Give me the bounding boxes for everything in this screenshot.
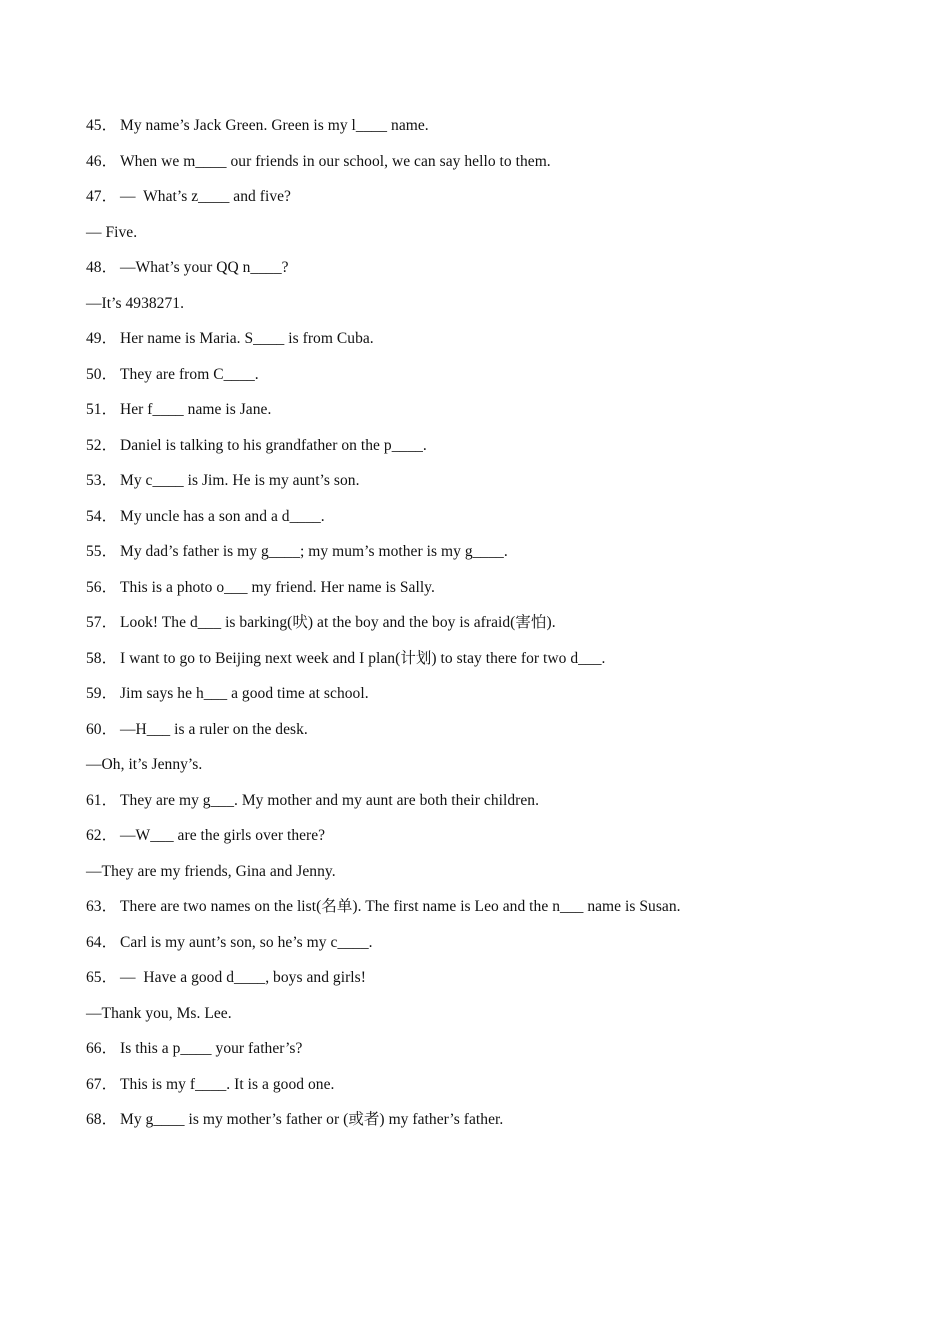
question-text: — What’s z____ and five?	[120, 188, 291, 205]
question-text: When we m____ our friends in our school, we can say hello to them.	[120, 152, 551, 170]
question-58	[86, 648, 866, 684]
question-52	[86, 435, 866, 471]
question-number: 61．	[86, 791, 118, 809]
question-text: My dad’s father is my g____; my mum’s mother is my g____.	[120, 543, 508, 560]
question-number: 53．	[86, 472, 118, 489]
question-49	[86, 328, 866, 364]
question-text: Look! The d___ is barking(吠) at the boy and the boy is afraid(害怕).	[120, 614, 556, 631]
question-48	[86, 257, 866, 293]
question-number: 57．	[86, 614, 118, 631]
question-text: This is a photo o___ my friend. Her name is Sally.	[120, 578, 435, 596]
question-61	[86, 790, 866, 826]
answer-line-60	[86, 754, 866, 790]
exercise-list	[86, 115, 866, 1145]
question-text: Daniel is talking to his grandfather on the p____.	[120, 436, 427, 454]
question-text: This is my f____. It is a good one.	[120, 1075, 335, 1093]
answer-line-48	[86, 293, 866, 329]
answer-text: —They are my friends, Gina and Jenny.	[86, 862, 336, 880]
question-number: 56．	[86, 578, 118, 596]
answer-text: —It’s 4938271.	[86, 294, 185, 312]
question-text: My g____ is my mother’s father or (或者) my father’s father.	[120, 1111, 504, 1128]
question-50	[86, 364, 866, 400]
answer-line-65	[86, 1003, 866, 1039]
question-55	[86, 541, 866, 577]
question-47	[86, 186, 866, 222]
question-number: 50．	[86, 365, 118, 383]
question-text: —What’s your QQ n____?	[120, 259, 289, 276]
question-number: 67．	[86, 1075, 118, 1093]
question-text: Her name is Maria. S____ is from Cuba.	[120, 330, 374, 347]
question-number: 46．	[86, 152, 118, 170]
question-text: — Have a good d____, boys and girls!	[120, 969, 366, 986]
question-number: 47．	[86, 188, 118, 205]
question-59	[86, 683, 866, 719]
question-number: 48．	[86, 259, 118, 276]
question-60	[86, 719, 866, 755]
question-text: They are my g___. My mother and my aunt are both their children.	[120, 791, 539, 809]
question-number: 49．	[86, 330, 118, 347]
question-67	[86, 1074, 866, 1110]
question-text: —H___ is a ruler on the desk.	[120, 720, 308, 738]
question-57	[86, 612, 866, 648]
question-number: 54．	[86, 507, 118, 525]
question-number: 65．	[86, 969, 118, 986]
question-65	[86, 967, 866, 1003]
question-number: 45．	[86, 117, 118, 134]
answer-text: —Thank you, Ms. Lee.	[86, 1004, 232, 1022]
question-text: I want to go to Beijing next week and I plan(计划) to stay there for two d___.	[120, 649, 606, 667]
question-45	[86, 115, 866, 151]
question-text: They are from C____.	[120, 365, 259, 383]
question-number: 58．	[86, 649, 118, 667]
answer-text: — Five.	[86, 223, 138, 241]
question-68	[86, 1109, 866, 1145]
question-text: There are two names on the list(名单). The first name is Leo and the n___ name is Susan.	[120, 898, 681, 915]
question-text: Is this a p____ your father’s?	[120, 1040, 303, 1057]
question-text: My uncle has a son and a d____.	[120, 507, 325, 525]
question-66	[86, 1038, 866, 1074]
question-number: 63．	[86, 898, 118, 915]
question-64	[86, 932, 866, 968]
question-51	[86, 399, 866, 435]
question-54	[86, 506, 866, 542]
question-text: Carl is my aunt’s son, so he’s my c____.	[120, 933, 373, 951]
question-number: 64．	[86, 933, 118, 951]
question-number: 55．	[86, 543, 118, 560]
question-number: 68．	[86, 1111, 118, 1128]
question-62	[86, 825, 866, 861]
question-number: 60．	[86, 720, 118, 738]
answer-text: —Oh, it’s Jenny’s.	[86, 756, 203, 773]
question-46	[86, 151, 866, 187]
question-number: 59．	[86, 685, 118, 702]
answer-line-62	[86, 861, 866, 897]
question-text: Her f____ name is Jane.	[120, 401, 272, 418]
question-53	[86, 470, 866, 506]
question-text: —W___ are the girls over there?	[120, 827, 326, 844]
question-text: My c____ is Jim. He is my aunt’s son.	[120, 472, 360, 489]
question-number: 62．	[86, 827, 118, 844]
question-56	[86, 577, 866, 613]
question-63	[86, 896, 866, 932]
question-text: My name’s Jack Green. Green is my l____ name.	[120, 117, 429, 134]
question-text: Jim says he h___ a good time at school.	[120, 685, 369, 702]
question-number: 52．	[86, 436, 118, 454]
question-number: 66．	[86, 1040, 118, 1057]
answer-line-47	[86, 222, 866, 258]
question-number: 51．	[86, 401, 118, 418]
